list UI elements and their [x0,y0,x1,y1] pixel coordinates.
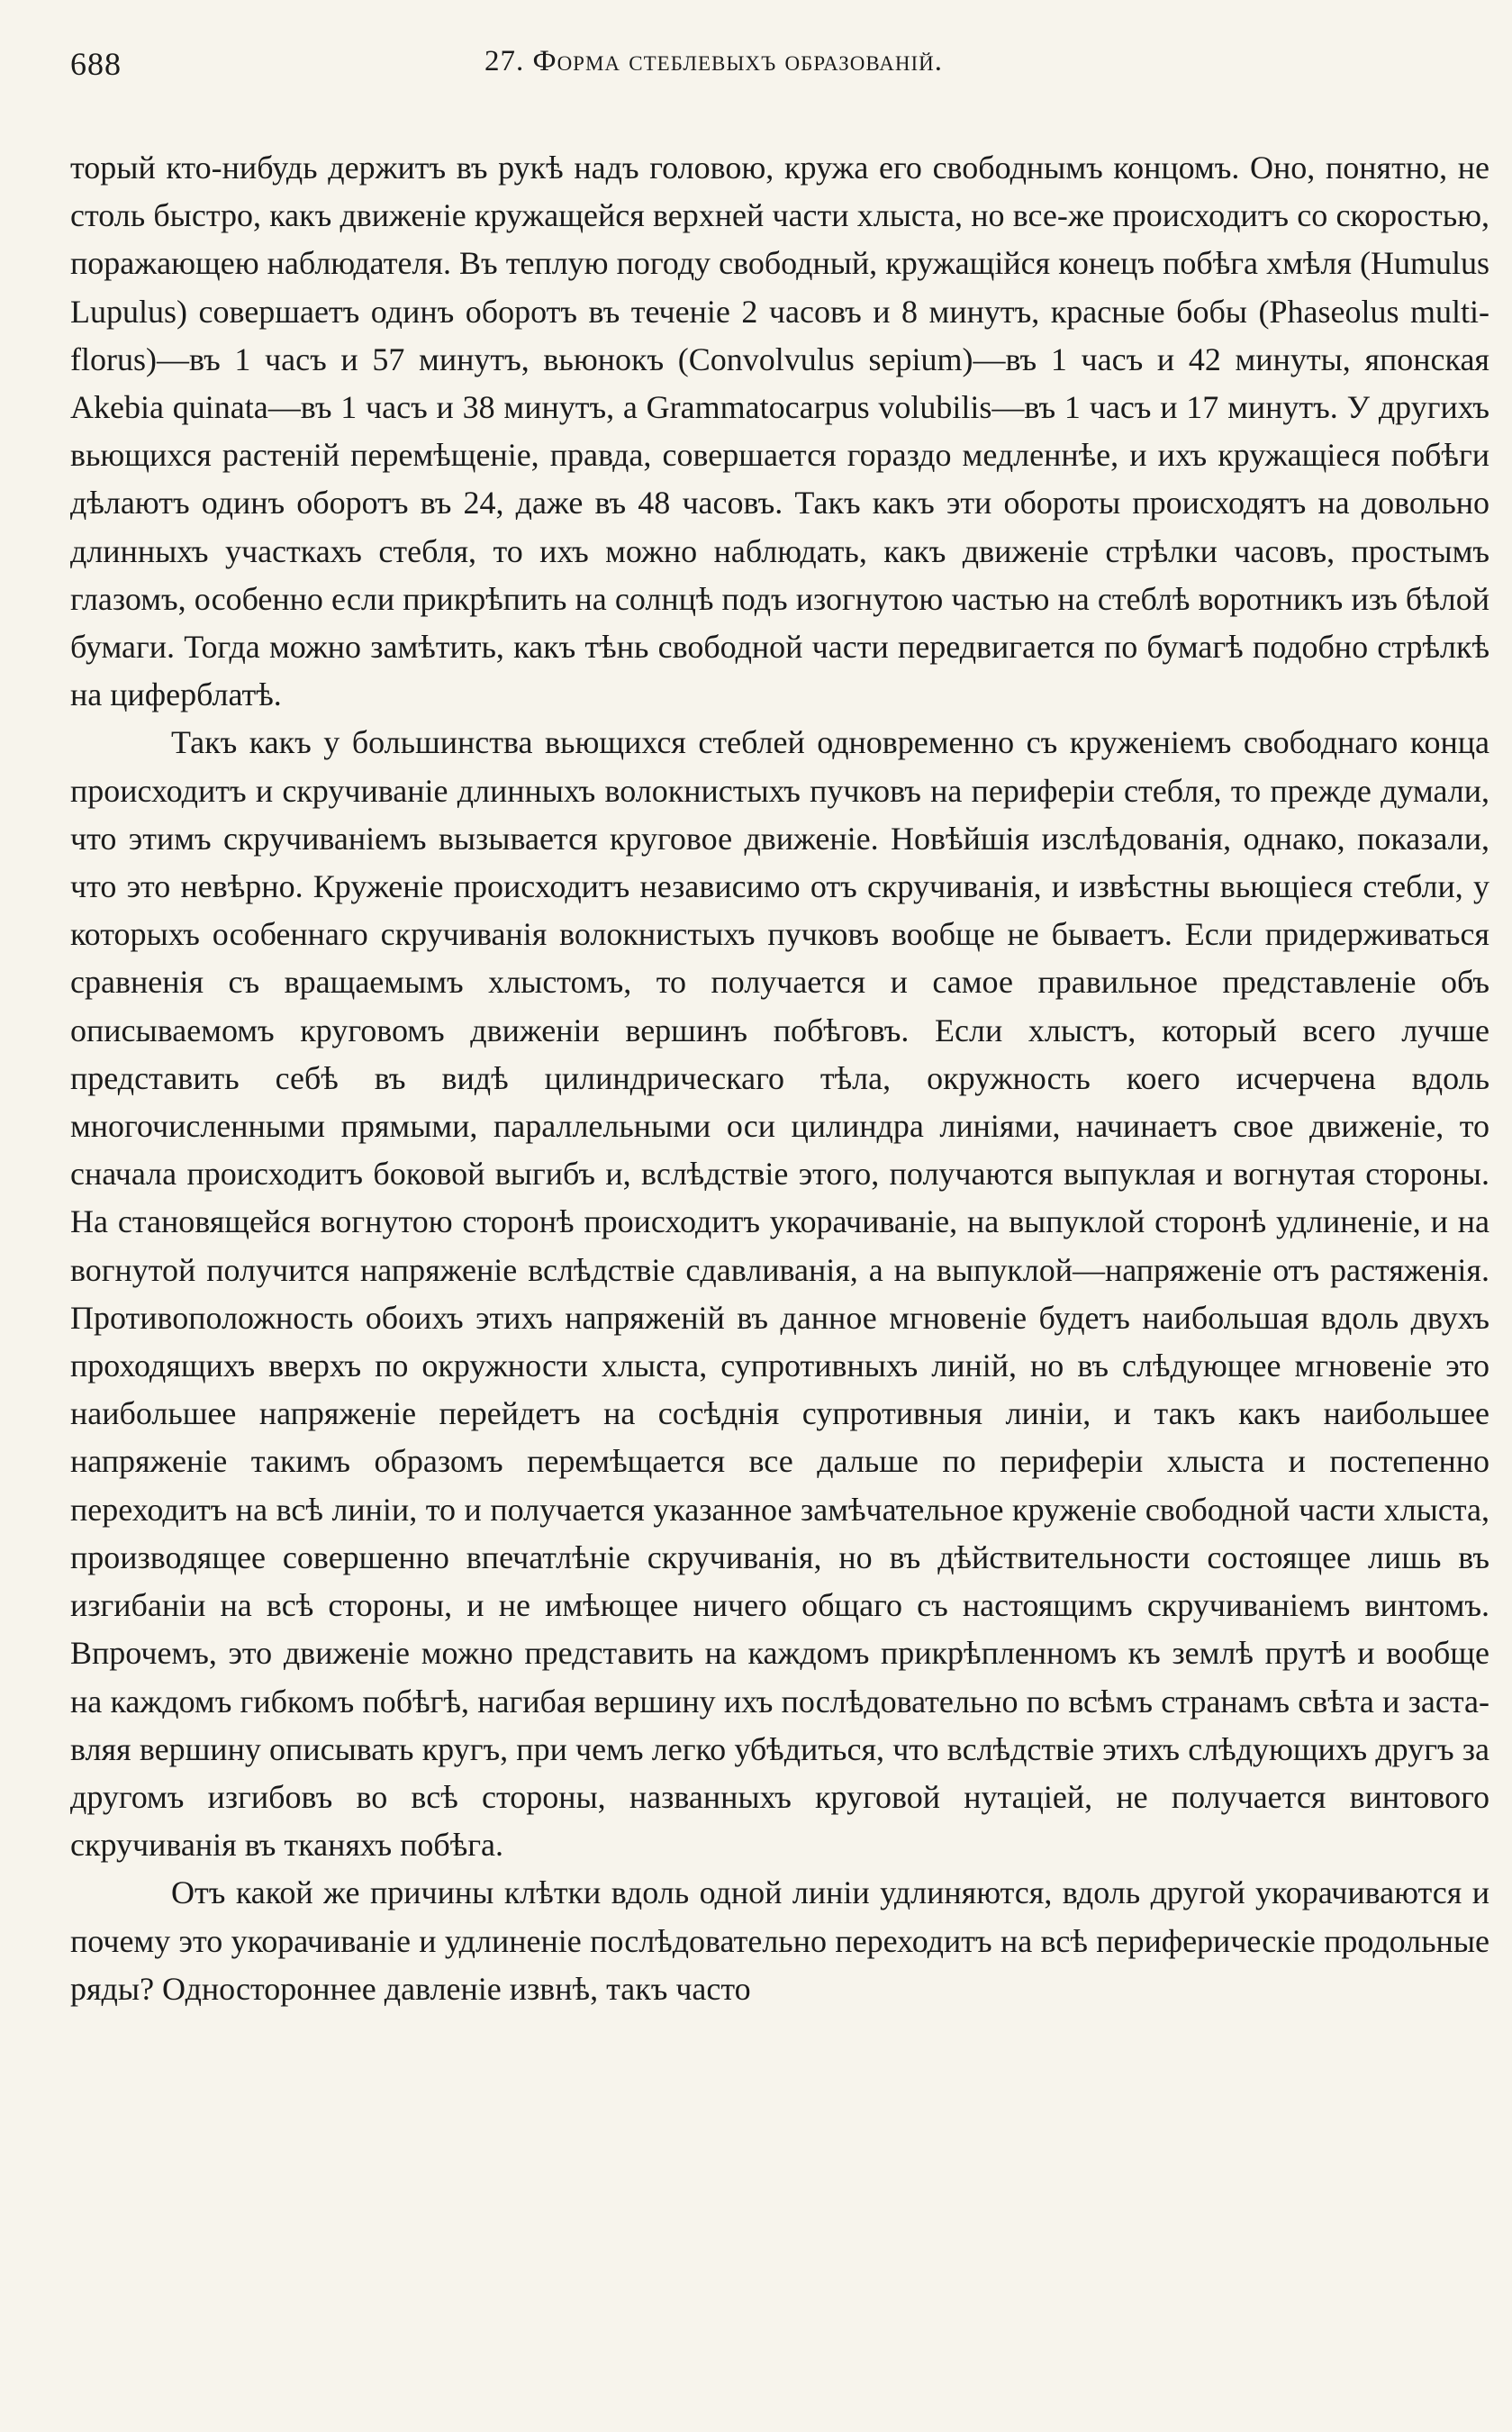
body-text [70,144,1489,2013]
page-header [70,45,1476,99]
paragraph-cell-cause: Отъ какой же причины клѣтки вдоль одной линіи удлиняются, вдоль другой укорачиваются и почему это укорачиваніе и удлиненіе послѣдовательно переходитъ на всѣ периферическіе продольные ряды? Одностороннее давленіе извнѣ, такъ часто [70,1874,1489,2007]
running-head: 27. Форма стеблевыхъ образованій. [484,45,943,77]
page-number: 688 [70,46,122,82]
paragraph-continuation: торый кто-нибудь держитъ въ рукѣ надъ головою, кружа его свободнымъ концомъ. Оно, понятно, не столь быстро, какъ движеніе кружащейся верхней части хлыста, но все-же происходитъ со скоростью, поражающею наблюдателя. Въ теплую погоду свободный, кружащійся конецъ побѣга хмѣля (Humulus Lupulus) совершаетъ одинъ оборотъ въ теченіе 2 часовъ и 8 минутъ, красные бобы (Phaseolus multiflorus)—въ 1 часъ и 57 минутъ, вьюнокъ (Convolvulus sepium)—въ 1 часъ и 42 минуты, японская Akebia quinata—въ 1 часъ и 38 минутъ, а Grammatocarpus volubilis—въ 1 часъ и 17 минутъ. У другихъ вьющихся растеній перемѣщеніе, правда, совершается гораздо медленнѣе, и ихъ кружащіеся побѣги дѣлаютъ одинъ оборотъ въ 24, даже въ 48 часовъ. Такъ какъ эти обороты происходятъ на довольно длинныхъ участкахъ стебля, то ихъ можно наблюдать, какъ движеніе стрѣлки часовъ, простымъ глазомъ, особенно если прикрѣпить на солнцѣ подъ изогнутою частью на стеблѣ воротникъ изъ бѣлой бумаги. Тогда можно замѣтить, какъ тѣнь свободной части передвигается по бумагѣ подобно стрѣлкѣ на циферблатѣ. [70,150,1489,713]
paragraph-twining-stems: Такъ какъ у большинства вьющихся стеблей одновременно съ круженіемъ свободнаго конца происходитъ и скручиваніе длинныхъ волокнистыхъ пучковъ на периферіи стебля, то прежде думали, что этимъ скручиваніемъ вызывается круговое движеніе. Новѣйшія изслѣдованія, однако, показали, что это невѣрно. Круженіе происходитъ независимо отъ скручиванія, и извѣстны вьющіеся стебли, у которыхъ особеннаго скручиванія волокнистыхъ пучковъ вообще не бываетъ. Если придерживаться сравненія съ вращаемымъ хлыстомъ, то получается и самое правильное представленіе объ описываемомъ круговомъ движеніи вершинъ побѣговъ. Если хлыстъ, который всего лучше представить себѣ въ видѣ цилиндрическаго тѣла, окружность коего исчерчена вдоль многочисленными прямыми, параллельными оси цилиндра линіями, начинаетъ свое движеніе, то сначала происходитъ боковой выгибъ и, вслѣдствіе этого, получаются выпуклая и вогнутая стороны. На становящейся вогнутою сторонѣ происходитъ укорачиваніе, на выпуклой сторонѣ удлиненіе, и на вогнутой получится напряженіе вслѣдствіе сдавливанія, а на выпуклой—напряженіе отъ растяженія. Противоположность обоихъ этихъ напряженій въ данное мгновеніе будетъ наибольшая вдоль двухъ проходящихъ вверхъ по окружности хлыста, супротивныхъ линій, но въ слѣдующее мгновеніе это наибольшее напряженіе перейдетъ на сосѣднія супротивныя линіи, и такъ какъ наибольшее напряженіе такимъ образомъ перемѣщается все дальше по периферіи хлыста и постепенно переходитъ на всѣ линіи, то и получается указанное замѣчательное круженіе свободной части хлыста, производящее совершенно впечатлѣніе скручиванія, но въ дѣйствительности состоящее лишь въ изгибаніи на всѣ стороны, и не имѣющее ничего общаго съ настоящимъ скручиваніемъ винтомъ. Впрочемъ, это движеніе можно представить на каждомъ прикрѣпленномъ къ землѣ прутѣ и вообще на каждомъ гибкомъ побѣгѣ, нагибая вершину ихъ послѣдовательно по всѣмъ странамъ свѣта и заставляя вершину описывать кругъ, при чемъ легко убѣдиться, что вслѣдствіе этихъ слѣдующихъ другъ за другомъ изгибовъ во всѣ стороны, названныхъ круговой нутаціей, не получается винтового скручиванія въ тканяхъ побѣга. [70,724,1489,1864]
